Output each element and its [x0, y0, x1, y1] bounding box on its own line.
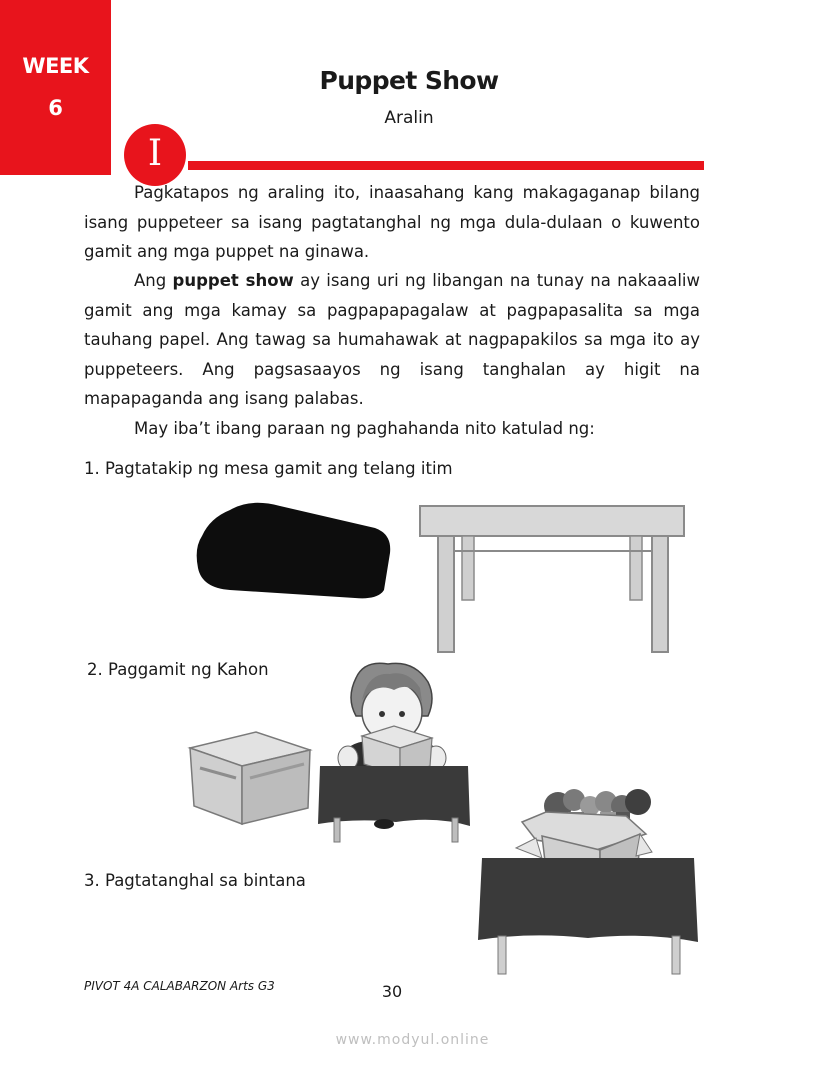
methods-intro [84, 414, 700, 444]
intro-text: Pagkatapos ng araling ito, inaasahang kang makagaganap bilang isang puppeteer sa isang pagtatanghal ng mga dula-dulaan o kuwento gamit ang mga puppet na ginawa. [84, 183, 700, 261]
page-number: 30 [381, 982, 403, 1001]
definition-term: puppet show [172, 271, 294, 290]
section-badge: I [124, 124, 186, 186]
week-number: 6 [48, 96, 63, 120]
intro-paragraph [84, 178, 700, 267]
puppet-box-table-image [476, 776, 706, 976]
methods-intro-text: May iba’t ibang paraan ng paghahanda nito katulad ng: [134, 419, 595, 438]
cardboard-box-image [186, 718, 316, 828]
black-cloth-image [190, 498, 395, 600]
list-item-3: 3. Pagtatanghal sa bintana [84, 871, 306, 890]
table-image [418, 503, 688, 655]
section-divider [188, 161, 704, 170]
list-item-2: 2. Paggamit ng Kahon [87, 660, 269, 679]
page-subtitle: Aralin [384, 108, 434, 128]
boy-with-box-image [316, 658, 476, 846]
list-item-1: 1. Pagtatakip ng mesa gamit ang telang itim [84, 459, 453, 478]
page-title: Puppet Show [319, 66, 499, 95]
week-tab [0, 0, 111, 175]
watermark: www.modyul.online [335, 1032, 490, 1048]
week-label: WEEK [22, 54, 89, 78]
definition-start: Ang [134, 271, 167, 290]
definition-rest: ay isang uri ng libangan na tunay na nakaaaliw gamit ang mga kamay sa pagpapapagalaw at pagpapasalita sa mga tauhang papel. Ang tawag sa humahawak at nagpapakilos sa mga ito ay puppeteers. Ang pagsasaayos ng isang tanghalan ay higit na mapapaganda ang isang palabas. [84, 271, 701, 408]
footer-text: PIVOT 4A CALABARZON Arts G3 [84, 979, 275, 993]
definition-paragraph [84, 266, 700, 414]
